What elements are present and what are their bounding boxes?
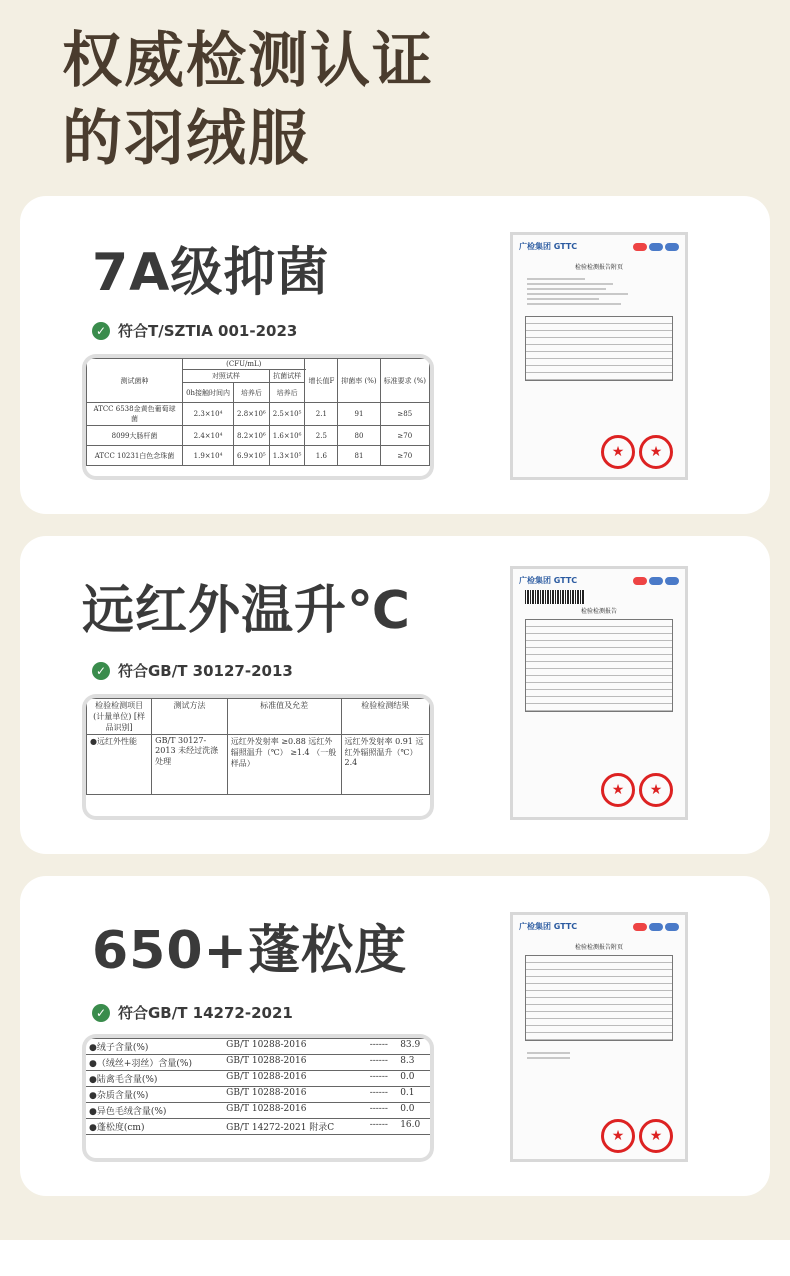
th-0h: 0h接触时间内 bbox=[183, 383, 234, 403]
cell-value: 80 bbox=[338, 426, 380, 446]
barcode-icon bbox=[525, 590, 585, 604]
cell-value: 2.3×10⁴ bbox=[183, 403, 234, 426]
cell-value: 16.0 bbox=[397, 1119, 430, 1135]
cell-value: 2.4×10⁴ bbox=[183, 426, 234, 446]
star-seal-icon: ★ bbox=[639, 773, 673, 807]
cell-item: ●绒子含量(%) bbox=[86, 1039, 223, 1055]
cert-line bbox=[92, 1002, 293, 1023]
th-requirement: 标准要求 (%) bbox=[380, 359, 429, 403]
cell-strain: ATCC 10231白色念珠菌 bbox=[87, 446, 183, 466]
cell-value: ≥70 bbox=[380, 446, 429, 466]
cell-value: 0.0 bbox=[397, 1103, 430, 1119]
report-thumbnail-far-infrared bbox=[510, 566, 688, 820]
check-circle-icon: ✓ bbox=[92, 662, 110, 680]
cert-text: 符合GB/T 14272-2021 bbox=[118, 1004, 293, 1022]
cell-standard: ------ bbox=[367, 1119, 398, 1135]
cell-standard: 远红外发射率 ≥0.88 远红外辐照温升（℃） ≥1.4 （一般样品） bbox=[227, 735, 341, 795]
cell-value: 6.9×10⁵ bbox=[234, 446, 270, 466]
star-seal-icon: ★ bbox=[639, 435, 673, 469]
cell-method: GB/T 10288-2016 bbox=[223, 1071, 367, 1087]
table-row bbox=[86, 1119, 430, 1135]
cell-value: 1.9×10⁴ bbox=[183, 446, 234, 466]
cell-value: 1.6×10⁶ bbox=[269, 426, 305, 446]
cert-text: 符合GB/T 30127-2013 bbox=[118, 662, 293, 680]
th-standard: 标准值及允差 bbox=[227, 699, 341, 735]
table-row bbox=[87, 735, 430, 795]
cell-method: GB/T 30127-2013 未经过洗涤处理 bbox=[152, 735, 228, 795]
cell-value: 2.5 bbox=[305, 426, 338, 446]
cell-value: 1.3×10⁵ bbox=[269, 446, 305, 466]
cell-result: 远红外发射率 0.91 远红外辐照温升（℃） 2.4 bbox=[341, 735, 429, 795]
cell-value: 91 bbox=[338, 403, 380, 426]
report-title: 检验检测报告附页 bbox=[574, 264, 623, 271]
report-thumbnail-fill-power bbox=[510, 912, 688, 1162]
th-after-culture: 培养后 bbox=[234, 383, 270, 403]
cell-value: ≥85 bbox=[380, 403, 429, 426]
cell-value: 0.0 bbox=[397, 1071, 430, 1087]
cell-item: ●陆禽毛含量(%) bbox=[86, 1071, 223, 1087]
cell-standard: ------ bbox=[367, 1039, 398, 1055]
cell-item: ●（绒丝+羽丝）含量(%) bbox=[86, 1055, 223, 1071]
cell-value: 0.1 bbox=[397, 1087, 430, 1103]
cell-item: ●蓬松度(cm) bbox=[86, 1119, 223, 1135]
report-table bbox=[525, 316, 673, 381]
report-thumbnail-antibacterial bbox=[510, 232, 688, 480]
table-row bbox=[86, 1071, 430, 1087]
cell-item: ●远红外性能 bbox=[87, 735, 152, 795]
cell-value: 81 bbox=[338, 446, 380, 466]
table-row bbox=[86, 1055, 430, 1071]
cell-value: 2.5×10⁵ bbox=[269, 403, 305, 426]
report-title: 检验检测报告 bbox=[580, 608, 617, 615]
cert-line bbox=[92, 320, 297, 341]
cell-value: 8.3 bbox=[397, 1055, 430, 1071]
th-antibacterial: 抗菌试样 bbox=[269, 370, 305, 383]
card-title: 远红外温升℃ bbox=[82, 581, 411, 641]
star-seal-icon: ★ bbox=[639, 1119, 673, 1153]
cert-badges-icon bbox=[633, 923, 679, 931]
report-table bbox=[525, 619, 673, 712]
cell-value: 2.8×10⁶ bbox=[234, 403, 270, 426]
cell-value: 83.9 bbox=[397, 1039, 430, 1055]
cell-method: GB/T 10288-2016 bbox=[223, 1055, 367, 1071]
card-title: 7A级抑菌 bbox=[92, 243, 330, 303]
cert-line bbox=[92, 660, 293, 681]
cell-value: 1.6 bbox=[305, 446, 338, 466]
bottom-band bbox=[0, 1240, 790, 1276]
report-text-lines bbox=[513, 271, 685, 312]
cell-method: GB/T 14272-2021 附录C bbox=[223, 1119, 367, 1135]
card-title: 650+蓬松度 bbox=[92, 921, 408, 981]
report-logo: 广检集团 GTTC bbox=[519, 242, 578, 251]
table-row bbox=[86, 1087, 430, 1103]
cell-method: GB/T 10288-2016 bbox=[223, 1087, 367, 1103]
cert-text: 符合T/SZTIA 001-2023 bbox=[118, 322, 298, 340]
headline-line-1: 权威检测认证 bbox=[62, 26, 434, 96]
cell-method: GB/T 10288-2016 bbox=[223, 1103, 367, 1119]
cell-value: ≥70 bbox=[380, 426, 429, 446]
cell-standard: ------ bbox=[367, 1071, 398, 1087]
test-table-excerpt bbox=[86, 698, 430, 816]
th-control: 对照试样 bbox=[183, 370, 270, 383]
table-row bbox=[86, 1103, 430, 1119]
cell-method: GB/T 10288-2016 bbox=[223, 1039, 367, 1055]
table-row bbox=[87, 426, 430, 446]
report-title: 检验检测报告附页 bbox=[574, 944, 623, 951]
th-method: 测试方法 bbox=[152, 699, 228, 735]
cell-item: ●杂质含量(%) bbox=[86, 1087, 223, 1103]
cell-standard: ------ bbox=[367, 1087, 398, 1103]
check-circle-icon: ✓ bbox=[92, 322, 110, 340]
cell-value: 2.1 bbox=[305, 403, 338, 426]
cell-value: 8.2×10⁶ bbox=[234, 426, 270, 446]
th-unit: (CFU/mL) bbox=[183, 359, 305, 370]
cert-badges-icon bbox=[633, 577, 679, 585]
report-logo: 广检集团 GTTC bbox=[519, 576, 578, 585]
cell-item: ●异色毛绒含量(%) bbox=[86, 1103, 223, 1119]
star-seal-icon: ★ bbox=[601, 773, 635, 807]
table-row bbox=[86, 1039, 430, 1055]
cert-badges-icon bbox=[633, 243, 679, 251]
report-text-lines bbox=[513, 1045, 685, 1066]
headline-line-2: 的羽绒服 bbox=[62, 104, 310, 174]
th-growth: 增长值F bbox=[305, 359, 338, 403]
star-seal-icon: ★ bbox=[601, 435, 635, 469]
table-row bbox=[87, 446, 430, 466]
test-table-excerpt bbox=[86, 358, 430, 476]
table-row bbox=[87, 403, 430, 426]
th-rate: 抑菌率 (%) bbox=[338, 359, 380, 403]
page-headline bbox=[62, 22, 434, 178]
test-table-excerpt bbox=[86, 1038, 430, 1158]
cell-standard: ------ bbox=[367, 1055, 398, 1071]
th-item: 检验检测项目 (计量单位) [样品识别] bbox=[87, 699, 152, 735]
th-strain: 测试菌种 bbox=[87, 359, 183, 403]
cell-standard: ------ bbox=[367, 1103, 398, 1119]
th-result: 检验检测结果 bbox=[341, 699, 429, 735]
check-circle-icon: ✓ bbox=[92, 1004, 110, 1022]
th-after-culture-2: 培养后 bbox=[269, 383, 305, 403]
report-logo: 广检集团 GTTC bbox=[519, 922, 578, 931]
star-seal-icon: ★ bbox=[601, 1119, 635, 1153]
report-table bbox=[525, 955, 673, 1041]
cell-strain: 8099大肠杆菌 bbox=[87, 426, 183, 446]
cell-strain: ATCC 6538金黄色葡萄球菌 bbox=[87, 403, 183, 426]
